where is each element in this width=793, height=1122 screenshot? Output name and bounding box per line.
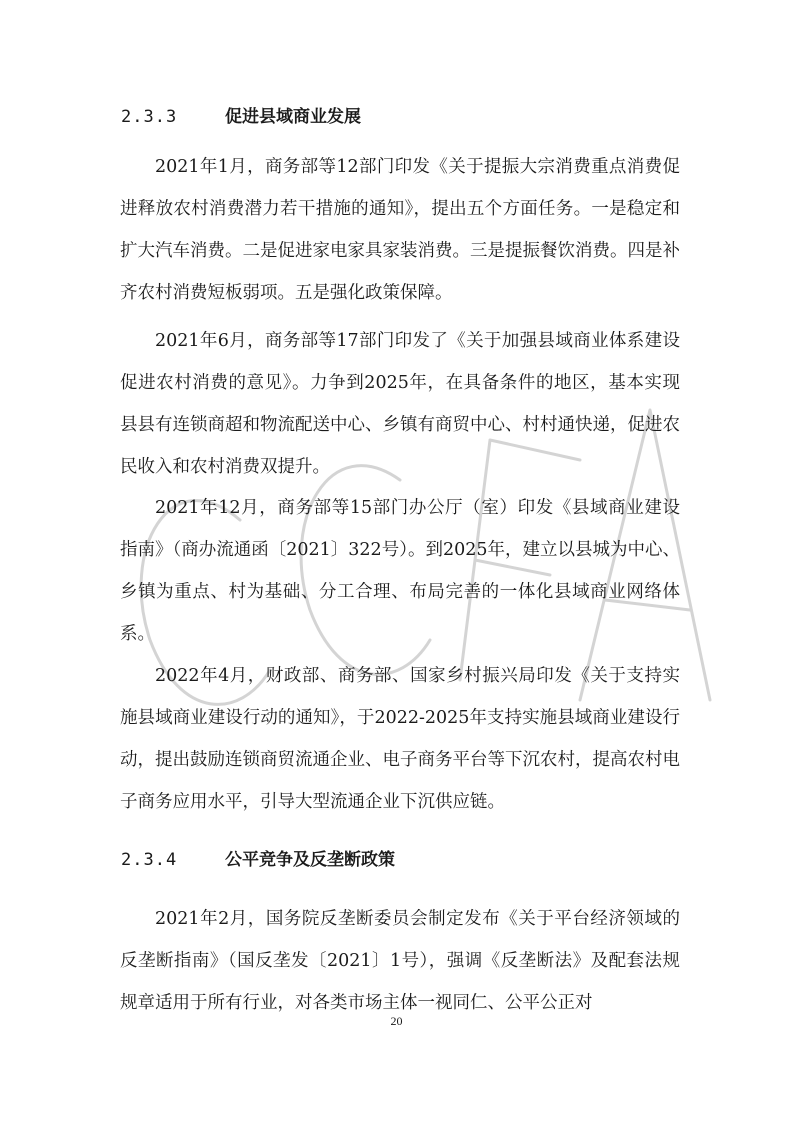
- paragraph: 2021年1月，商务部等12部门印发《关于提振大宗消费重点消费促进释放农村消费潜力若干措施的通知》，提出五个方面任务。一是稳定和扩大汽车消费。二是促进家电家具家装消费。三是提振餐饮消费。四是补齐农村消费短板弱项。五是强化政策保障。: [120, 157, 680, 303]
- paragraph: 2021年12月，商务部等15部门办公厅（室）印发《县域商业建设指南》（商办流通函〔2021〕322号）。到2025年，建立以县城为中心、乡镇为重点、村为基础、分工合理、布局完善的一体化县域商业网络体系。: [120, 498, 680, 644]
- section-title: 促进县域商业发展: [225, 107, 361, 127]
- paragraph: 2021年6月，商务部等17部门印发了《关于加强县域商业体系建设 促进农村消费的意见》。力争到2025年，在具备条件的地区，基本实现县县有连锁商超和物流配送中心、乡镇有商贸中心、村村通快递，促进农民收入和农村消费双提升。: [120, 331, 680, 477]
- section-number: 2.3.3: [121, 107, 178, 127]
- section-number: 2.3.4: [121, 850, 178, 870]
- section-title: 公平竞争及反垄断政策: [225, 850, 395, 870]
- section-heading-2-3-4: [121, 848, 395, 872]
- paragraph: 2021年2月，国务院反垄断委员会制定发布《关于平台经济领域的反垄断指南》（国反垄发〔2021〕1号），强调《反垄断法》及配套法规规章适用于所有行业，对各类市场主体一视同仁、公平公正对: [120, 909, 680, 1013]
- page-number: 20: [390, 1014, 403, 1028]
- paragraph: 2022年4月，财政部、商务部、国家乡村振兴局印发《关于支持实施县域商业建设行动的通知》，于2022-2025年支持实施县域商业建设行动，提出鼓励连锁商贸流通企业、电子商务平台等下沉农村，提高农村电子商务应用水平，引导大型流通企业下沉供应链。: [120, 666, 680, 812]
- section-heading-2-3-3: [121, 105, 361, 129]
